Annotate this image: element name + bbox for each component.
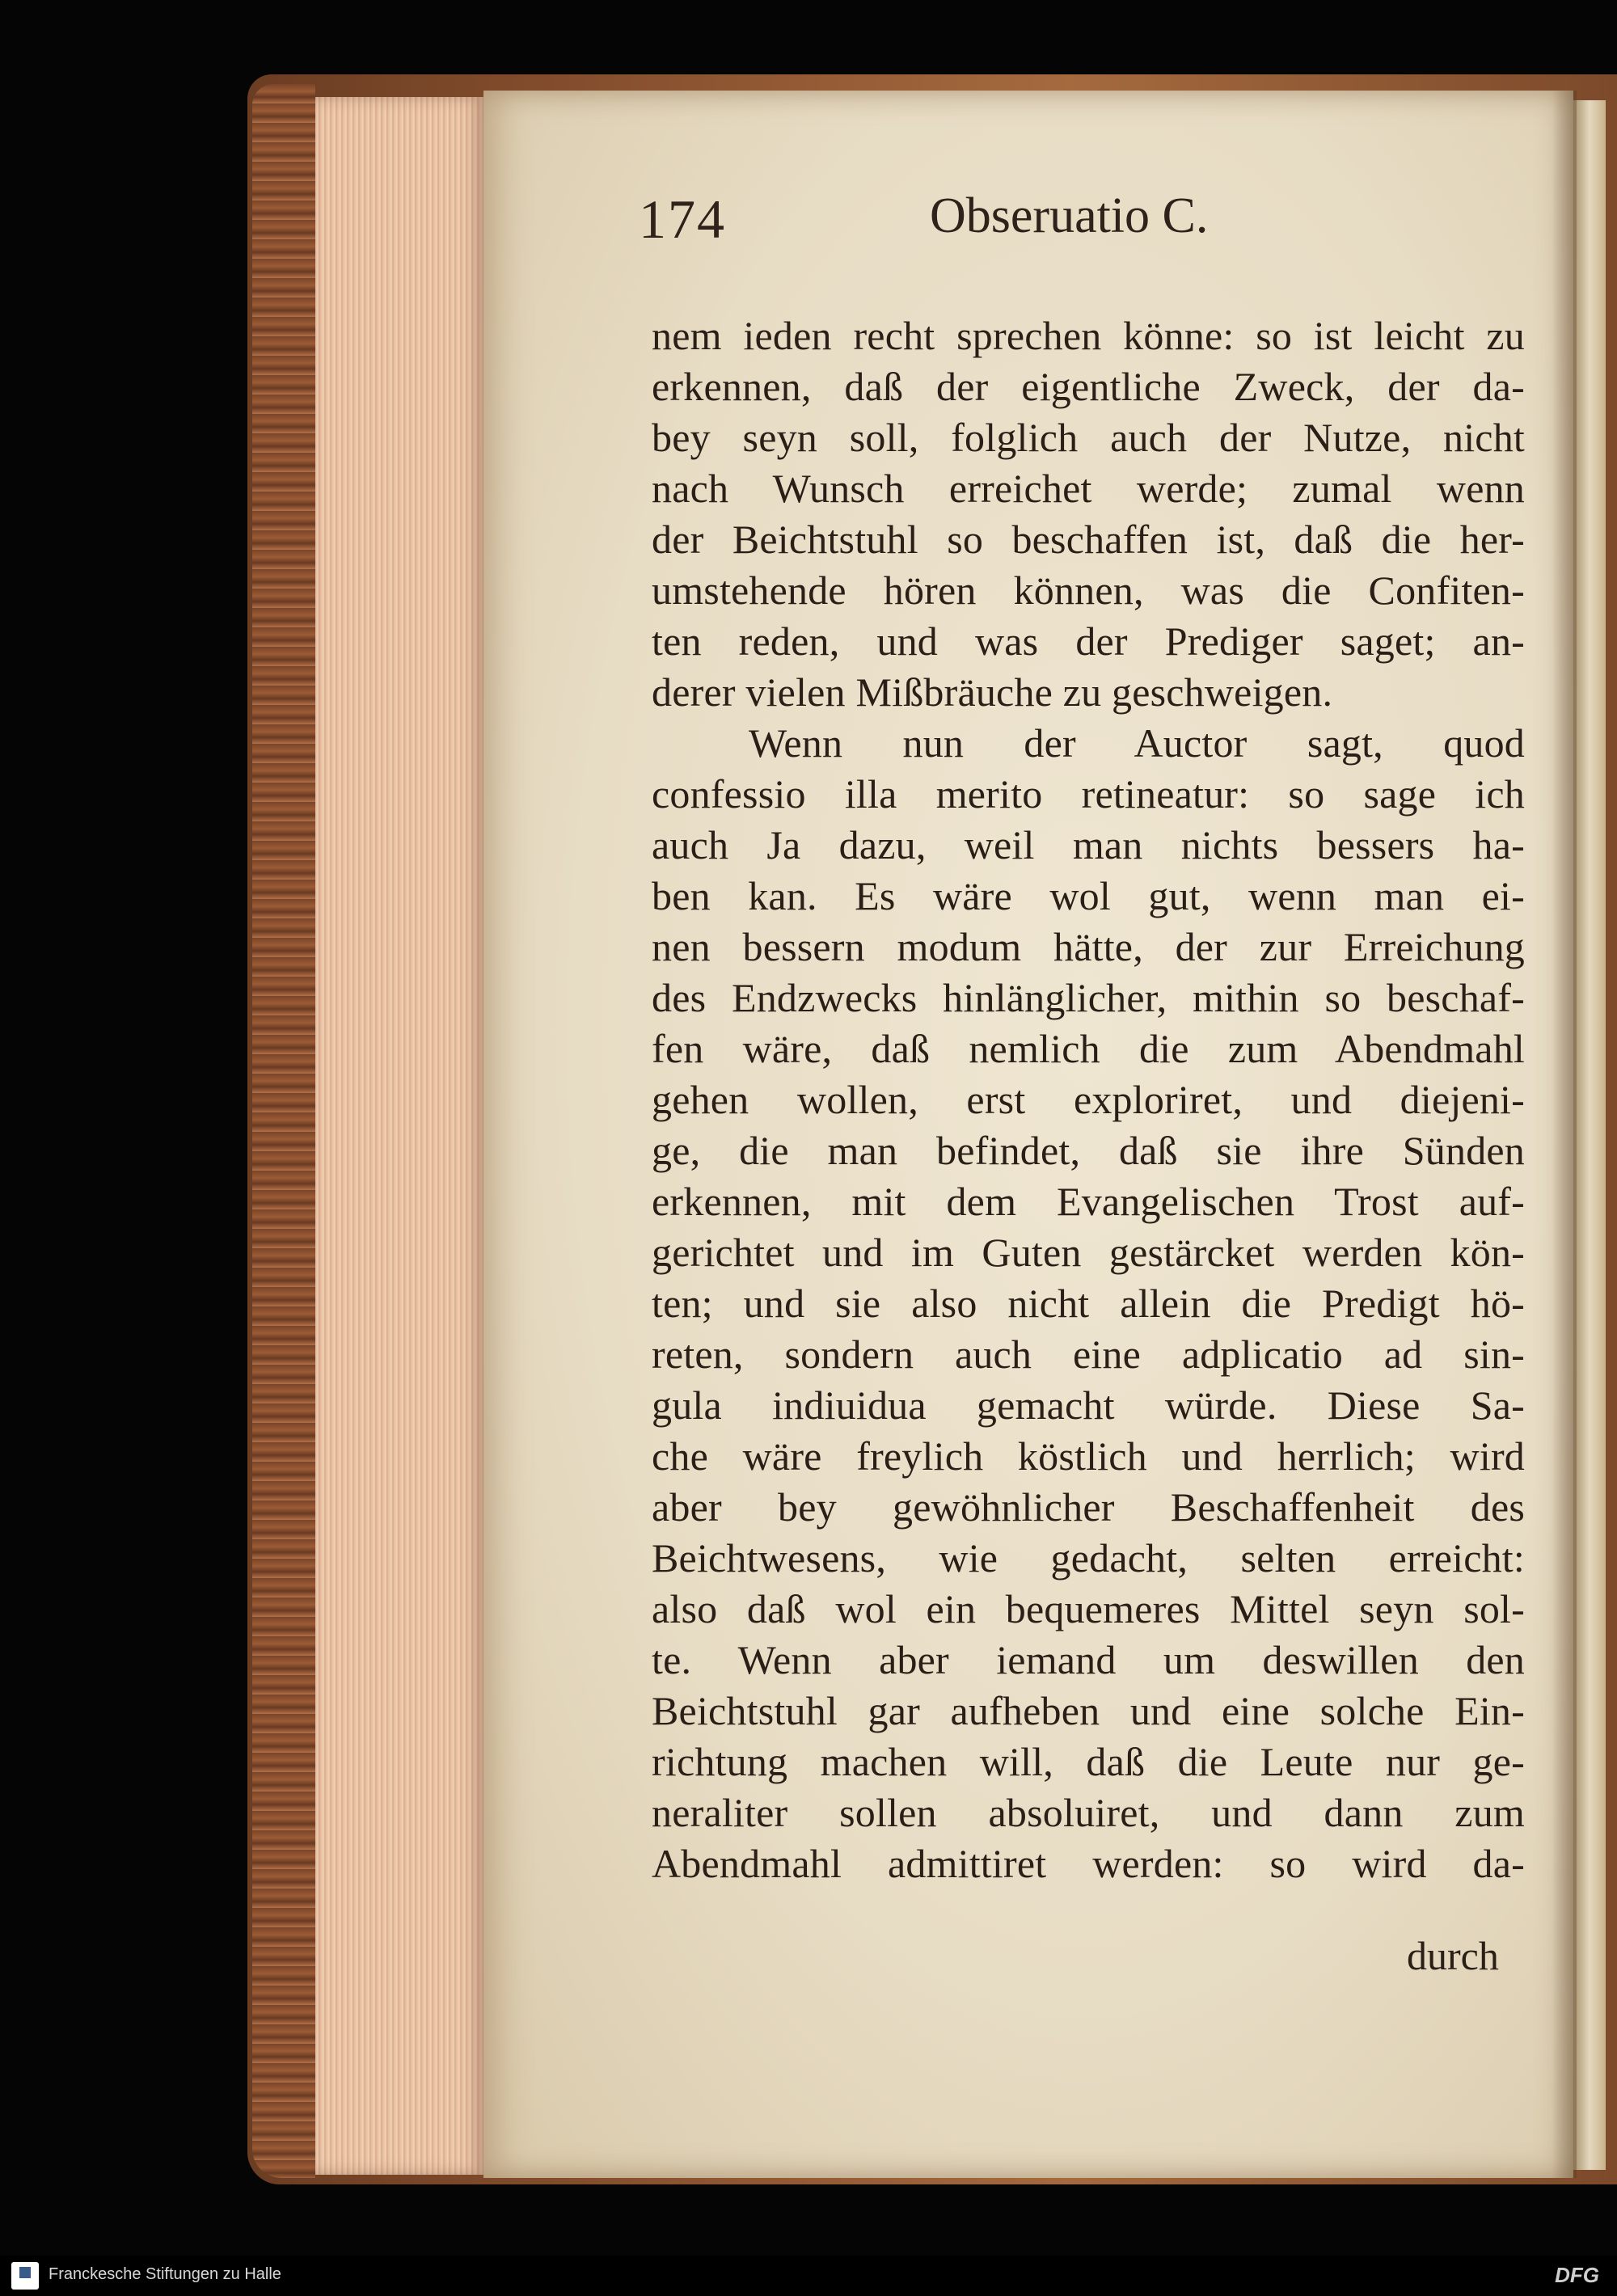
text-line: erkennen, daß der eigentliche Zweck, der da-	[652, 364, 1525, 409]
catchword: durch	[1407, 1933, 1499, 1978]
text-line: ge, die man befindet, daß sie ihre Sünden	[652, 1128, 1525, 1173]
text-line: neraliter sollen absoluiret, und dann zum	[652, 1790, 1525, 1835]
text-line: gula indiuidua gemacht würde. Diese Sa-	[652, 1382, 1525, 1428]
paragraph-start-line: Wenn nun der Auctor sagt, quod	[749, 720, 1525, 766]
book-spine	[252, 84, 315, 2178]
text-line: te. Wenn aber iemand um deswillen den	[652, 1637, 1525, 1682]
text-line: richtung machen will, daß die Leute nur ge-	[652, 1739, 1525, 1784]
text-line: ten reden, und was der Prediger saget; an-	[652, 618, 1525, 664]
facing-page-edge	[1573, 100, 1606, 2170]
text-line: gehen wollen, erst exploriret, und diejeni-	[652, 1077, 1525, 1122]
text-line: fen wäre, daß nemlich die zum Abendmahl	[652, 1026, 1525, 1071]
text-line: derer vielen Mißbräuche zu geschweigen.	[652, 669, 1333, 715]
text-line: bey seyn soll, folglich auch der Nutze, nicht	[652, 415, 1525, 460]
running-head: Obseruatio C.	[930, 188, 1209, 243]
text-line: nen bessern modum hätte, der zur Erreichung	[652, 924, 1525, 969]
body-text	[652, 310, 1525, 1889]
text-line: confessio illa merito retineatur: so sage ich	[652, 771, 1525, 817]
text-line: umstehende hören können, was die Confiten-	[652, 568, 1525, 613]
text-line: der Beichtstuhl so beschaffen ist, daß die her-	[652, 517, 1525, 562]
footer-brand-logo: DFG	[1555, 2263, 1599, 2287]
text-line: reten, sondern auch eine adplicatio ad sin-	[652, 1332, 1525, 1377]
text-line: ben kan. Es wäre wol gut, wenn man ei-	[652, 873, 1525, 918]
text-line: nach Wunsch erreichet werde; zumal wenn	[652, 466, 1525, 511]
text-line: Beichtstuhl gar aufheben und eine solche Ein-	[652, 1688, 1525, 1733]
text-line: also daß wol ein bequemeres Mittel seyn sol-	[652, 1586, 1525, 1631]
logo-mark	[19, 2267, 31, 2278]
footer-bar	[0, 2256, 1617, 2296]
text-line: ten; und sie also nicht allein die Predigt hö-	[652, 1281, 1525, 1326]
text-line: aber bey gewöhnlicher Beschaffenheit des	[652, 1484, 1525, 1530]
page-number: 174	[639, 188, 726, 250]
text-line: che wäre freylich köstlich und herrlich; wird	[652, 1433, 1525, 1479]
text-line: gerichtet und im Guten gestärcket werden kön-	[652, 1230, 1525, 1275]
gutter-shadow	[1552, 91, 1577, 2178]
text-line: auch Ja dazu, weil man nichts bessers ha-	[652, 822, 1525, 867]
institution-logo-icon	[11, 2262, 39, 2290]
footer-institution: Franckesche Stiftungen zu Halle	[49, 2265, 281, 2283]
text-line: nem ieden recht sprechen könne: so ist leicht zu	[652, 313, 1525, 358]
text-line: erkennen, mit dem Evangelischen Trost auf-	[652, 1179, 1525, 1224]
page-edges	[315, 97, 485, 2175]
text-line: des Endzwecks hinlänglicher, mithin so beschaf-	[652, 975, 1525, 1020]
text-line: Beichtwesens, wie gedacht, selten erreicht:	[652, 1535, 1525, 1581]
text-line: Abendmahl admittiret werden: so wird da-	[652, 1841, 1525, 1886]
